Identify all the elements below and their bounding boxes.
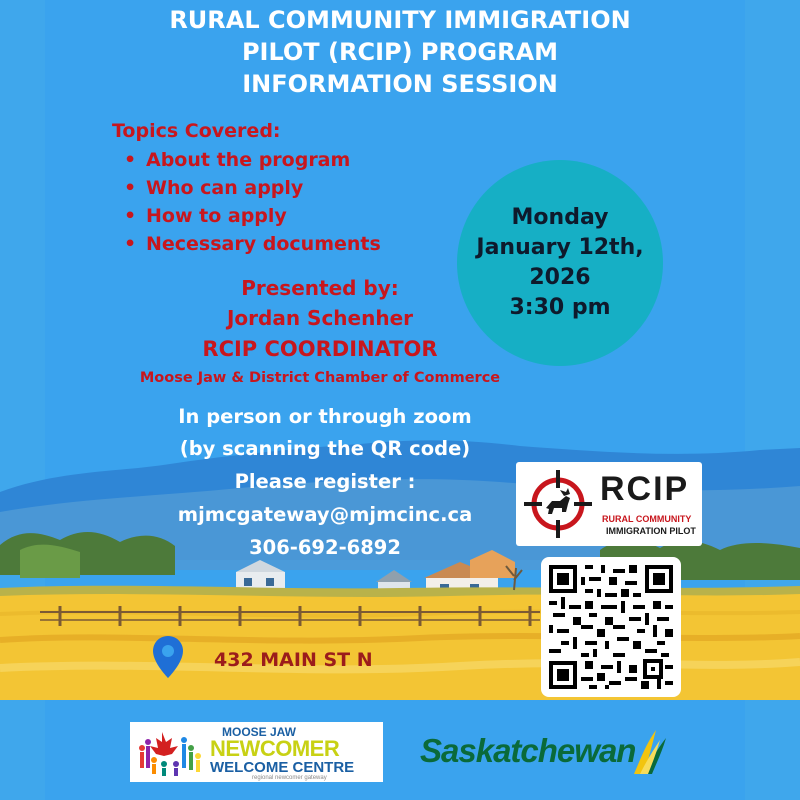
saskatchewan-wordmark: Saskatchewan [420,732,636,769]
event-address: 432 MAIN ST N [214,649,373,671]
event-day: Monday [511,205,609,230]
flyer-title [90,4,710,100]
newcomer-centre-logo [130,722,383,782]
address-section [150,634,450,684]
topic-item: • Necessary documents [124,230,381,258]
presenter-role: RCIP COORDINATOR [202,337,438,361]
rcip-acronym: RCIP [600,470,690,508]
newcomer-logo-line-1: MOOSE JAW [222,725,297,739]
people-circle-icon [134,726,206,778]
qr-code-icon [549,565,673,689]
newcomer-logo-line-3: WELCOME CENTRE [210,759,355,776]
event-date-circle [457,160,663,366]
saskatchewan-logo [420,726,680,781]
topics-section [112,118,381,258]
attendance-info: In person or through zoom [178,405,472,428]
rcip-subtitle-1: RURAL COMMUNITY [602,514,692,524]
topics-heading: Topics Covered: [112,120,281,142]
register-email[interactable]: mjmcgateway@mjmcinc.ca [177,503,473,526]
topic-item: • About the program [124,146,381,174]
presenter-label: Presented by: [241,276,399,300]
register-phone[interactable]: 306-692-6892 [249,536,401,559]
event-time: 3:30 pm [509,295,611,320]
wheat-sheaf-icon [630,726,670,778]
newcomer-logo-line-4: regional newcomer gateway [252,775,327,781]
title-line-2: PILOT (RCIP) PROGRAM [241,38,559,66]
topic-item: • Who can apply [124,174,381,202]
map-pin-icon [150,634,186,682]
rcip-subtitle-2: IMMIGRATION PILOT [606,526,696,536]
qr-code[interactable] [541,557,681,697]
title-line-3: INFORMATION SESSION [242,70,558,98]
register-label: Please register : [234,470,416,493]
rcip-logo [516,462,702,546]
event-date: January 12th, [476,235,644,260]
topics-list [112,146,381,258]
newcomer-logo-line-2: NEWCOMER [210,736,340,761]
moose-target-icon [522,468,594,540]
presenter-organization: Moose Jaw & District Chamber of Commerce [139,370,501,386]
event-year: 2026 [529,265,591,290]
title-line-1: RURAL COMMUNITY IMMIGRATION [169,6,631,34]
topic-item: • How to apply [124,202,381,230]
presenter-name: Jordan Schenher [226,306,414,330]
qr-instruction: (by scanning the QR code) [179,437,471,460]
